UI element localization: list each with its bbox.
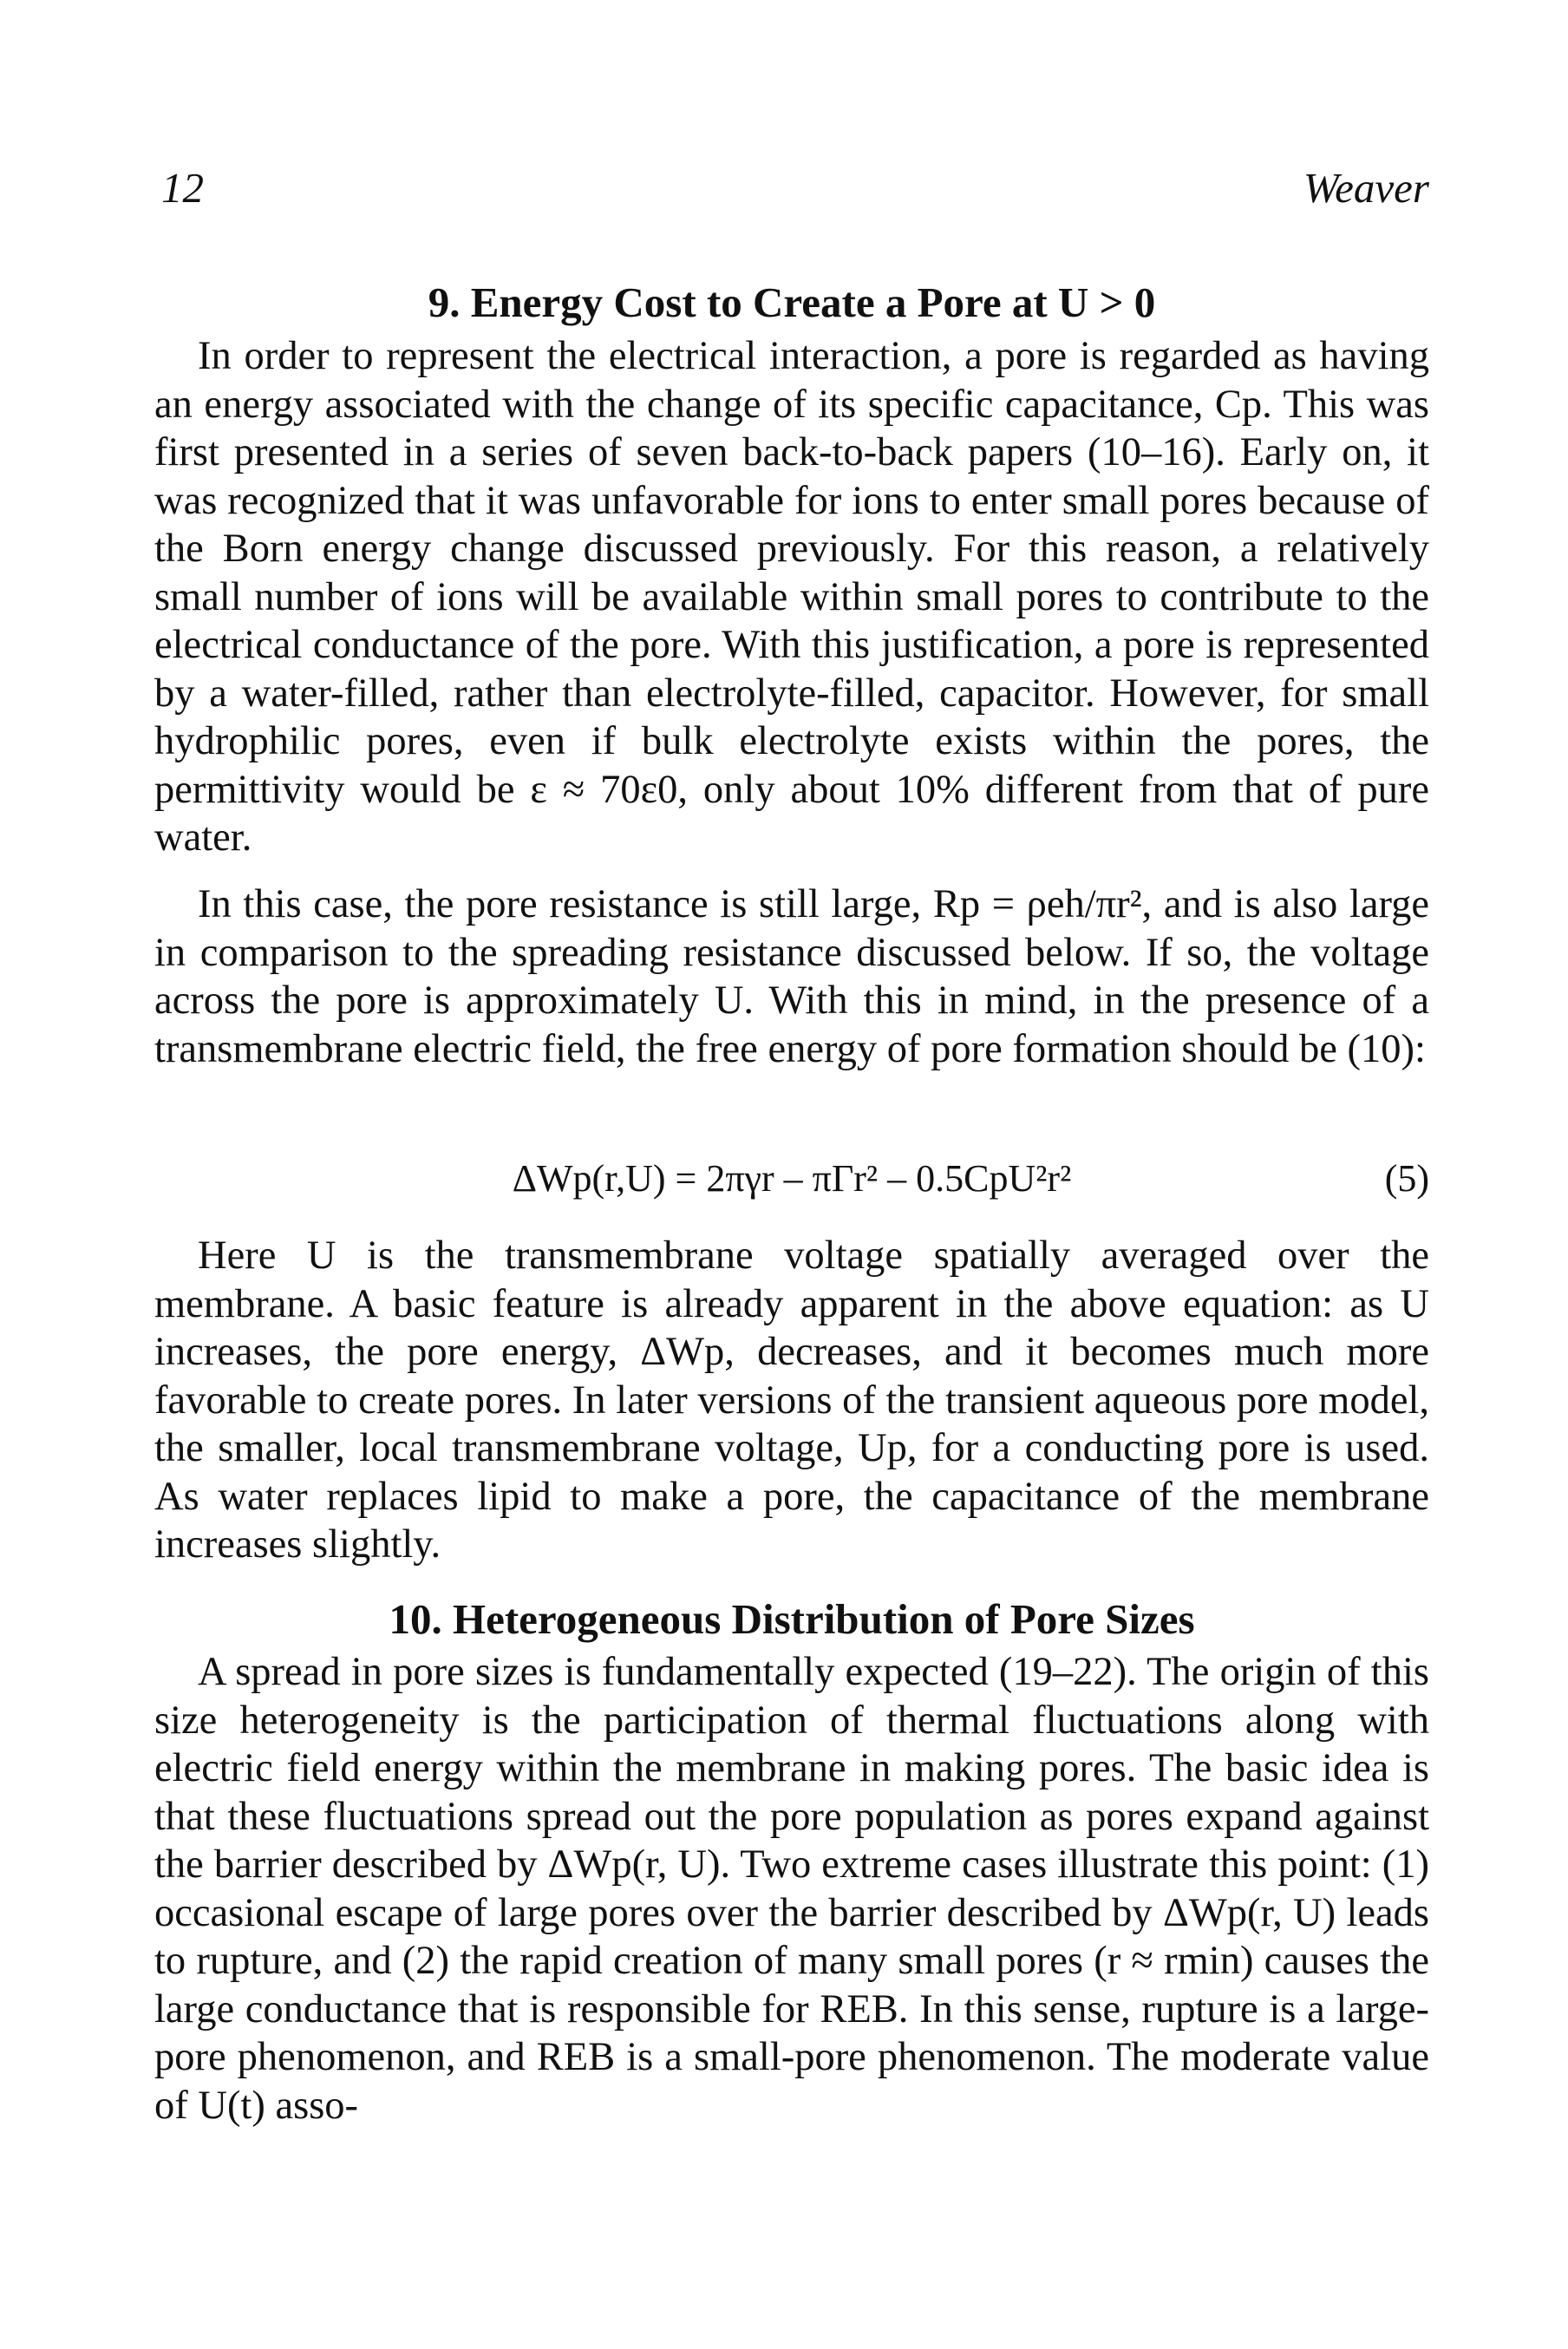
section-10-heading: 10. Heterogeneous Distribution of Pore Sizes bbox=[389, 1595, 1195, 1643]
section-9-paragraph-1: In order to represent the electrical interaction, a pore is regarded as having an energy associated with the change of its specific capacitance, Cp. This was first presented in a series of seven back-to-back papers (10–16). Early on, it was recognized that it was unfavorable for ions to enter small pores because of the Born energy change discussed previously. For this reason, a relatively small number of ions will be available within small pores to contribute to the electrical conductance of the pore. With this justification, a pore is represented by a water-filled, rather than electrolyte-filled, capacitor. However, for small hydrophilic pores, even if bulk electrolyte exists within the pores, the permittivity would be ε ≈ 70ε0, only about 10% different from that of pure water. bbox=[154, 334, 1429, 860]
equation-number: (5) bbox=[1384, 1157, 1429, 1200]
section-9-heading: 9. Energy Cost to Create a Pore at U > 0 bbox=[428, 278, 1156, 326]
section-9-paragraph-3: Here U is the transmembrane voltage spatially averaged over the membrane. A basic feature is already apparent in the above equation: as U increases, the pore energy, ΔWp, decreases, and it becomes much more favorable to create pores. In later versions of the transient aqueous pore model, the smaller, local transmembrane voltage, Up, for a conducting pore is used. As water replaces lipid to make a pore, the capacitance of the membrane increases slightly. bbox=[154, 1233, 1429, 1567]
equation-expression: ΔWp(r,U) = 2πγr – πΓr² – 0.5CpU²r² bbox=[512, 1157, 1072, 1200]
running-header bbox=[154, 163, 1429, 215]
running-head-author: Weaver bbox=[1303, 164, 1429, 212]
section-9-paragraph-2: In this case, the pore resistance is still large, Rp = ρeh/πr², and is also large in comparison to the spreading resistance discussed below. If so, the voltage across the pore is approximately U. With this in mind, in the presence of a transmembrane electric field, the free energy of pore formation should be (10): bbox=[154, 882, 1429, 1071]
page-number: 12 bbox=[161, 164, 204, 212]
section-10-paragraph-1: A spread in pore sizes is fundamentally expected (19–22). The origin of this size heterogeneity is the participation of thermal fluctuations along with electric field energy within the membrane in making pores. The basic idea is that these fluctuations spread out the pore population as pores expand against the barrier described by ΔWp(r, U). Two extreme cases illustrate this point: (1) occasional escape of large pores over the barrier described by ΔWp(r, U) leads to rupture, and (2) the rapid creation of many small pores (r ≈ rmin) causes the large conductance that is responsible for REB. In this sense, rupture is a large-pore phenomenon, and REB is a small-pore phenomenon. The moderate value of U(t) asso- bbox=[154, 1650, 1429, 2128]
equation-5 bbox=[154, 1156, 1429, 1205]
